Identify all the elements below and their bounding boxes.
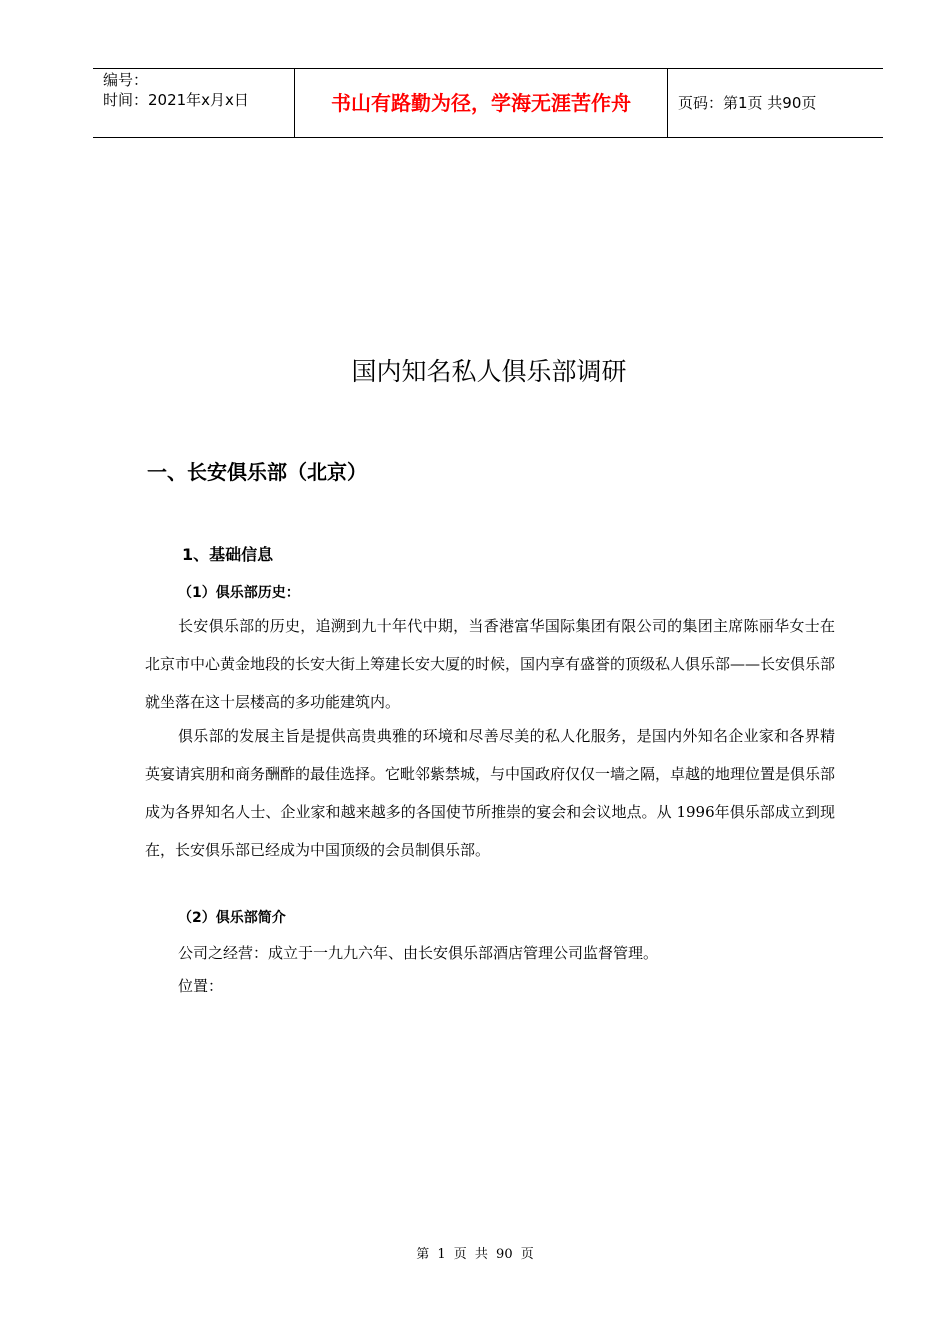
header-page-info: 页码：第1页 共90页 <box>678 94 817 112</box>
header-meta-cell <box>93 69 295 137</box>
header-motto-cell <box>295 69 668 137</box>
intro-heading: （2）俱乐部简介 <box>178 910 286 926</box>
operation-line: 公司之经营：成立于一九九六年、由长安俱乐部酒店管理公司监督管理。 <box>178 944 659 962</box>
document-time-label: 时间：2021年x月x日 <box>103 91 249 109</box>
document-code-label: 编号： <box>103 71 149 89</box>
subsection-heading: 1、基础信息 <box>182 545 274 564</box>
section-heading: 一、长安俱乐部（北京） <box>147 460 367 484</box>
header-motto: 书山有路勤为径，学海无涯苦作舟 <box>331 91 631 115</box>
location-line: 位置： <box>178 977 224 995</box>
document-title: 国内知名私人俱乐部调研 <box>351 357 627 386</box>
header-page-cell <box>668 69 883 137</box>
history-paragraph-2: 俱乐部的发展主旨是提供高贵典雅的环境和尽善尽美的私人化服务，是国内外知名企业家和各界精英宴请宾朋和商务酬酢的最佳选择。它毗邻紫禁城，与中国政府仅仅一墙之隔，卓越的地理位置是俱乐部成为各界知名人士、企业家和越来越多的各国使节所推崇的宴会和会议地点。从 1996年俱乐部成立到现在，长安俱乐部已经成为中国顶级的会员制俱乐部。 <box>145 727 836 859</box>
history-heading: （1）俱乐部历史： <box>178 585 300 601</box>
page-footer: 第 1 页 共 90 页 <box>416 1247 534 1262</box>
header-table <box>93 68 883 138</box>
history-paragraph-1: 长安俱乐部的历史，追溯到九十年代中期，当香港富华国际集团有限公司的集团主席陈丽华女士在北京市中心黄金地段的长安大街上筹建长安大厦的时候，国内享有盛誉的顶级私人俱乐部——长安俱乐部就坐落在这十层楼高的多功能建筑内。 <box>145 617 836 711</box>
